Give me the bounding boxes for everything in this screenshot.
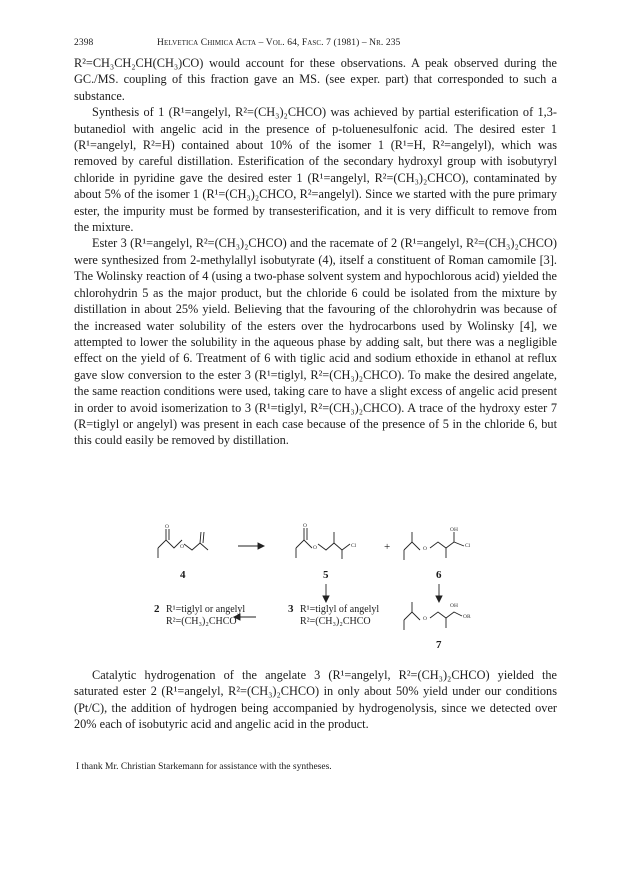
compound-6-label: 6 [436,569,442,581]
paragraph-1: R²=CH₃CH₂CH(CH₃)CO) would account for these observations. A peak observed during the GC./MS. coupling of this fraction gave an MS. (see exper. part) that corresponded to such a substance. [74,56,557,103]
compound-5-label: 5 [323,569,329,581]
paragraph-4: Catalytic hydrogenation of the angelate 3 (R¹=angelyl, R²=(CH₃)₂CHCO) yielded the saturated ester 2 (R¹=angelyl, R²=(CH₃)₂CHCO) in only about 50% yield under our conditions (Pt/C), the addition of hydrogen being accompanied by hydrogenolysis, since we detected over 20% each of isobutyric acid and angelic acid in the product. [74,668,557,732]
compound-3-r1: R¹=tiglyl of angelyl [300,604,380,615]
atom-or-7: OR [463,614,471,620]
arrow-right [238,543,264,549]
plus-sign: + [384,541,391,553]
atom-o-5a: O [303,523,307,529]
arrow-down-5 [323,584,329,602]
arrow-down-6 [436,584,442,602]
atom-cl-6: Cl [465,543,471,549]
structure-6 [404,532,464,560]
page-number: 2398 [74,38,94,48]
atom-o-7: O [423,616,427,622]
atom-o-5b: O [313,545,317,551]
atom-o-4a: O [165,524,169,530]
atom-cl-5: Cl [351,543,357,549]
compound-4-label: 4 [180,569,186,581]
compound-3-r2: R²=(CH₃)₂CHCO [300,616,371,627]
running-head: Helvetica Chimica Acta – Vol. 64, Fasc. 7 (1981) – Nr. 235 [157,38,401,48]
paragraph-3: Ester 3 (R¹=angelyl, R²=(CH₃)₂CHCO) and the racemate of 2 (R¹=angelyl, R²=(CH₃)₂CHCO) were synthesized from 2-methylallyl isobutyrate (4), itself a constituent of Roman camomile [3]. The Wolinsky reaction of 4 (using a two-phase solvent system and hypochlorous acid) yielded the chlorohydrin 5 as the major product, but the chloride 6 could be isolated from the mixture by distillation in about 25% yield. Believing that the favouring of the chlorohydrin was because of the increased water solubility of the esters over the hydrocarbons used by Wolinsky [4], we attempted to lower the solubility in the aqueous phase by adding salt, but there was a negligible effect on the yield of 6. Treatment of 6 with tiglic acid and sodium ethoxide in ethanol at reflux gave slow conversion to the ester 3 (R¹=tiglyl, R²=(CH₃)₂CHCO). To make the desired angelate, the same reaction conditions were used, taking care to have a slight excess of angelic acid present in order to avoid isomerization to 3 (R¹=tiglyl, R²=(CH₃)₂CHCO). A trace of the hydroxy ester 7 (R=tiglyl or angelyl) was present in each case because of the presence of 5 in the chloride 6, but this could easily be removed by distillation. [74,236,557,448]
atom-oh-6: OH [450,527,458,533]
structure-5 [296,528,350,559]
hydrogenation-paragraph [74,667,557,733]
reaction-scheme [74,520,557,655]
compound-2-label: 2 [154,603,160,615]
page-header [74,38,554,54]
atom-oh-7: OH [450,603,458,609]
atom-o-6: O [423,546,427,552]
atom-o-4b: O [180,544,184,550]
paragraph-2: Synthesis of 1 (R¹=angelyl, R²=(CH₃)₂CHCO) was achieved by partial esterification of 1,3-butanediol with angelic acid in the presence of p-toluenesulfonic acid. The desired ester 1 (R¹=angelyl, R²=H) contained about 10% of the isomer 1 (R¹=H, R²=angelyl), which was removed by careful distillation. Esterification of the secondary hydroxyl group with isobutyryl chloride in pyridine gave the desired ester 1 (R¹=angelyl, R²=(CH₃)₂CHCO), contaminated by about 5% of the isomer 1 (R¹=(CH₃)₂CHCO, R²=angelyl). Since we started with the pure primary ester, the impurity must be formed by transesterification, and it is very difficult to remove from the mixture. [74,105,557,235]
main-text [74,55,557,449]
compound-3-label: 3 [288,603,294,615]
compound-2-r1: R¹=tiglyl or angelyl [166,604,246,615]
footnote: I thank Mr. Christian Starkemann for assistance with the syntheses. [76,762,332,772]
compound-7-label: 7 [436,639,442,651]
compound-2-r2: R²=(CH₃)₂CHCO [166,616,237,627]
